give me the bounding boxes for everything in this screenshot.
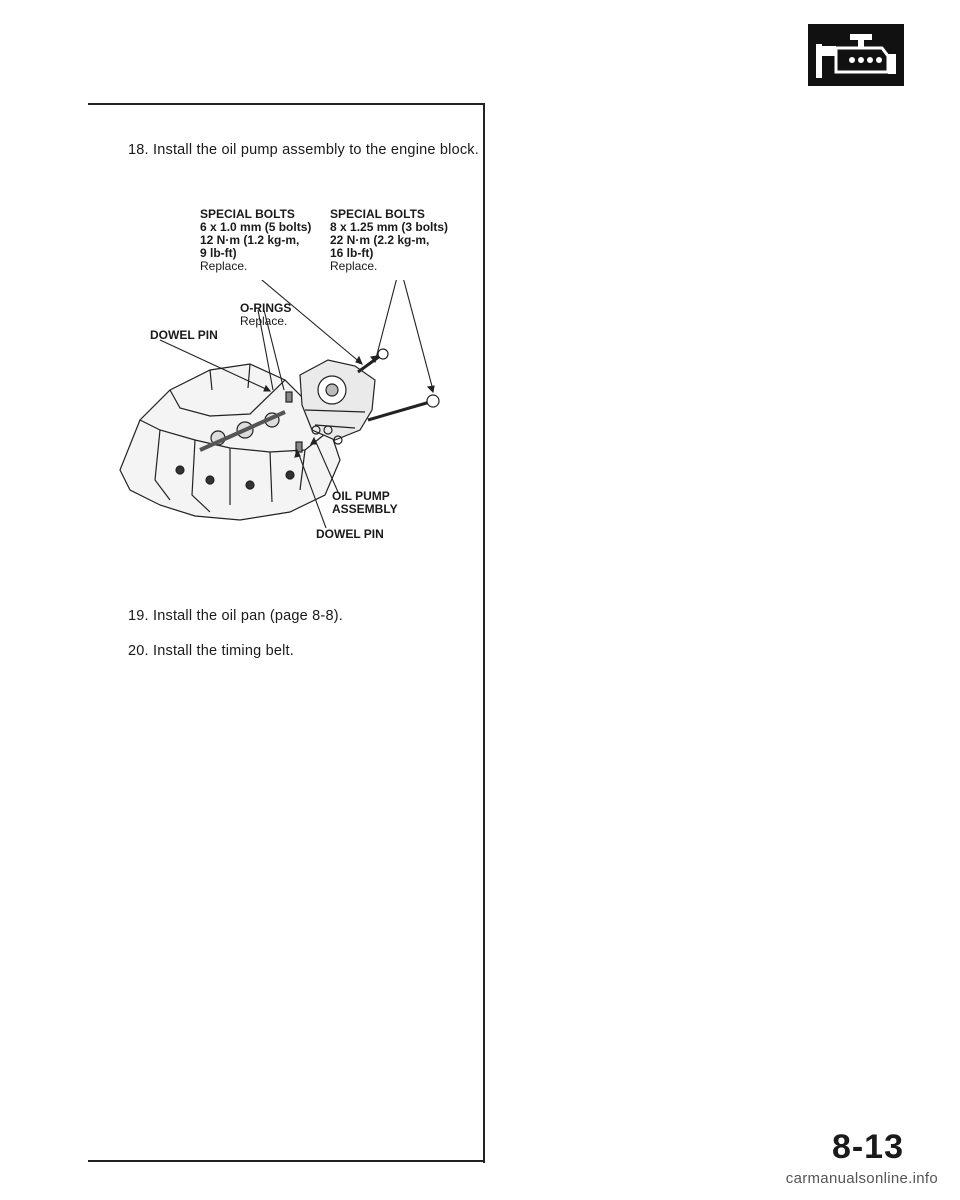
callout-torque: 22 N·m (2.2 kg-m,	[330, 233, 430, 247]
callout-torque: 12 N·m (1.2 kg-m,	[200, 233, 300, 247]
callout-spec: 8 x 1.25 mm (3 bolts)	[330, 220, 449, 234]
callout-torque: 9 lb-ft)	[200, 246, 237, 260]
step-number: 20.	[128, 643, 149, 659]
callout-special-bolts-8mm	[330, 208, 448, 273]
frame-bottom-rule	[88, 1160, 485, 1162]
step-19	[128, 608, 343, 624]
callout-title: O-RINGS	[240, 301, 292, 315]
callout-title: SPECIAL BOLTS	[330, 207, 425, 221]
callout-title: SPECIAL BOLTS	[200, 207, 295, 221]
step-18	[128, 142, 479, 158]
page-number: 8-13	[831, 1128, 904, 1166]
step-text: Install the oil pan (page 8-8).	[153, 608, 343, 624]
step-number: 18.	[128, 142, 149, 158]
step-number: 19.	[128, 608, 149, 624]
callout-special-bolts-6mm	[200, 208, 311, 273]
engine-section-badge	[808, 24, 904, 86]
step-text: Install the timing belt.	[153, 643, 295, 659]
callout-note: Replace.	[240, 314, 288, 328]
callout-oil-pump-assembly: OIL PUMP ASSEMBLY	[332, 489, 398, 516]
callout-dowel-pin-lower: DOWEL PIN	[316, 527, 384, 541]
step-20	[128, 643, 294, 659]
engine-section-icon	[808, 24, 904, 86]
frame-right-rule	[483, 103, 485, 1163]
callout-torque: 16 lb-ft)	[330, 246, 374, 260]
oil-pump-installation-diagram	[100, 280, 480, 560]
callout-note: Replace.	[330, 259, 378, 273]
callout-spec: 6 x 1.0 mm (5 bolts)	[200, 220, 312, 234]
watermark-text: carmanualsonline.info	[785, 1170, 938, 1187]
frame-top-rule	[88, 103, 485, 105]
callout-note: Replace.	[200, 259, 248, 273]
callout-dowel-pin-upper: DOWEL PIN	[150, 328, 218, 342]
step-text: Install the oil pump assembly to the engine block.	[153, 142, 479, 158]
